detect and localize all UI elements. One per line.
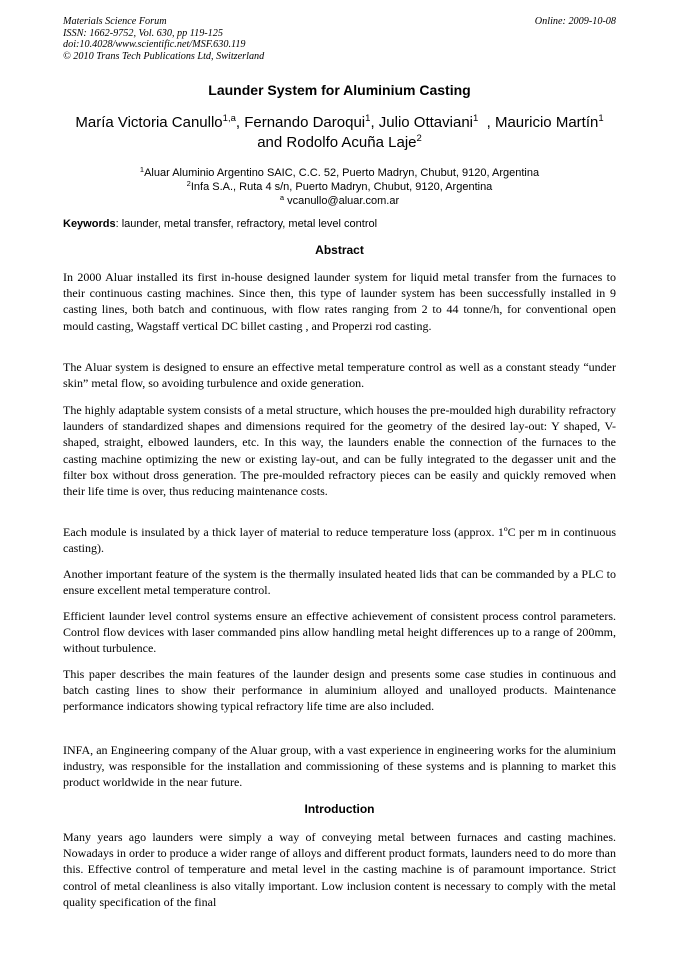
author-name: Fernando Daroqui xyxy=(244,114,366,131)
abstract-paragraph: The Aluar system is designed to ensure an effective metal temperature control as well as a constant steady “under skin” metal flow, so avoiding turbulence and oxide generation. xyxy=(63,360,616,391)
author-affiliation-mark: 1 xyxy=(473,113,479,124)
abstract-paragraph: Each module is insulated by a thick layer of material to reduce temperature loss (approx. 1ºC per m in continuous casting). xyxy=(63,525,616,556)
affiliation-mark: 2 xyxy=(186,179,191,188)
paper-title: Launder System for Aluminium Casting xyxy=(208,82,471,98)
abstract-paragraph: Another important feature of the system is the thermally insulated heated lids that can be commanded by a PLC to ensure excellent metal temperature control. xyxy=(63,567,616,598)
keywords-line: Keywords: launder, metal transfer, refractory, metal level control xyxy=(63,218,378,230)
author-affiliation-mark: 1 xyxy=(365,113,371,124)
keywords-text: launder, metal transfer, refractory, metal level control xyxy=(121,218,378,230)
introduction-paragraph: Many years ago launders were simply a way of conveying metal between furnaces and casting machines. Nowadays in order to produce a wider range of alloys and different product formats, launders need to do more than this. Effective control of temperature and metal level in the casting machine is of paramount importance. Strict control of metal cleanliness is also vitally important. Low inclusion content is necessary to comply with the metal quality specification of the final xyxy=(63,830,616,909)
abstract-paragraph: The highly adaptable system consists of a metal structure, which houses the pre-moulded high durability refractory launders of standardized shapes and dimensions required for the geometry of the desired lay-out: Y shaped, V-shaped, straight, elbowed launders, etc. In this way, the launders enable the connection of the furnaces to the casting machine optimizing the new or existing lay-out, and can be fully integrated to the degasser unit and the filter box without dross generation. The pre-moulded refractory pieces can be easily and quickly removed when their life time is over, thus reducing maintenance costs. xyxy=(63,403,616,499)
author-name: Mauricio Martín xyxy=(494,114,599,131)
journal-name: Materials Science Forum xyxy=(63,16,167,27)
abstract-heading: Abstract xyxy=(315,243,364,257)
affiliation-line xyxy=(63,180,616,194)
abstract-paragraph: INFA, an Engineering company of the Aluar group, with a vast experience in engineering works for the aluminium industry, was responsible for the installation and commissioning of these systems and is planning to market this product worldwide in the near future. xyxy=(63,743,616,790)
author-name: María Victoria Canullo xyxy=(75,114,223,131)
author-list: María Victoria Canullo$^{1,a}$, Fernando Daroqui$^1$, Julio Ottaviani$^1$ , Mauricio Martín$^1$ and Rodolfo Acuña Laje$^2$ xyxy=(75,113,604,151)
copyright-line: © 2010 Trans Tech Publications Ltd, Switzerland xyxy=(63,50,265,62)
abstract-paragraph: In 2000 Aluar installed its first in-house designed launder system for liquid metal transfer from the furnaces to their continuous casting machines. Since then, this type of launder system has been successfully installed in 9 casting lines, both batch and continuous, with flow rates ranging from 2 to 44 tonne/h, for conventional open mould casting, Wagstaff vertical DC billet casting , and Properzi rod casting. xyxy=(63,270,616,333)
affiliation-mark: 1 xyxy=(139,165,145,174)
author-name: Julio Ottaviani xyxy=(378,114,473,131)
author-affiliation-mark: 1 xyxy=(598,113,604,124)
running-header xyxy=(63,16,616,62)
author-affiliation-mark: 1,a xyxy=(222,113,236,124)
abstract-paragraph: Efficient launder level control systems ensure an effective achievement of consistent process control parameters. Control flow devices with laser commanded pins allow handling metal height differences up to a range of 200mm, without turbulence. xyxy=(63,609,616,656)
affiliation-mark: a xyxy=(279,193,285,202)
issn-line: ISSN: 1662-9752, Vol. 630, pp 119-125 xyxy=(63,27,223,39)
abstract-paragraph: This paper describes the main features of the launder design and presents some case studies in continuous and batch casting lines to show their performance in aluminium alloyed and unalloyed products. Maintenance performance indicators showing typical refractory life time are also included. xyxy=(63,667,616,714)
affiliation-line xyxy=(63,194,616,208)
introduction-heading: Introduction xyxy=(304,802,375,816)
affiliation-line xyxy=(63,166,616,180)
affiliation-text: Infa S.A., Ruta 4 s/n, Puerto Madryn, Chubut, 9120, Argentina xyxy=(190,181,493,193)
doi-line: doi:10.4028/www.scientific.net/MSF.630.119 xyxy=(63,39,246,50)
author-affiliation-mark: 2 xyxy=(416,133,422,144)
author-conjunction: and xyxy=(257,134,283,151)
affiliation-text: Aluar Aluminio Argentino SAIC, C.C. 52, Puerto Madryn, Chubut, 9120, Argentina xyxy=(144,167,540,179)
author-name: Rodolfo Acuña Laje xyxy=(286,134,417,151)
keywords-label: Keywords xyxy=(63,218,116,230)
contact-email: vcanullo@aluar.com.ar xyxy=(287,195,400,207)
affiliation-list xyxy=(63,166,616,208)
online-date: Online: 2009-10-08 xyxy=(534,16,616,27)
